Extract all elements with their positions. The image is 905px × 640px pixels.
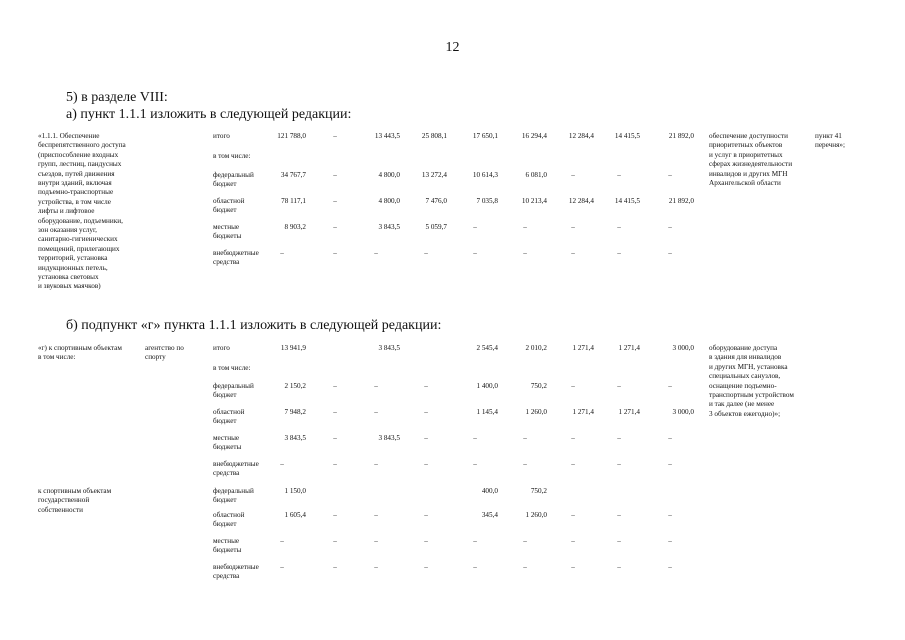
amount-cell: –	[333, 434, 337, 442]
amount-cell: 7 948,2	[284, 408, 306, 416]
amount-cell: –	[617, 537, 621, 545]
expected-result: в здания для инвалидов	[709, 353, 782, 362]
amount-cell: –	[333, 460, 337, 468]
amount-cell: –	[668, 223, 672, 231]
amount-cell: –	[523, 434, 527, 442]
amount-cell: 34 767,7	[280, 171, 306, 179]
funding-source: внебюджетные	[213, 563, 259, 571]
amount-cell: 3 843,5	[284, 434, 306, 442]
amount-cell: 7 035,8	[476, 197, 498, 205]
funding-source: местные	[213, 223, 240, 231]
expected-result: и так далее (не менее	[709, 400, 775, 409]
funding-source: внебюджетные	[213, 460, 259, 468]
amount-cell: 750,2	[530, 382, 547, 390]
amount-cell: –	[280, 249, 284, 257]
amount-cell: –	[473, 223, 477, 231]
funding-source: итого	[213, 344, 230, 352]
amount-cell: –	[617, 249, 621, 257]
amount-cell: –	[523, 563, 527, 571]
funding-source: бюджеты	[213, 546, 242, 555]
funding-source: бюджет	[213, 520, 237, 529]
expected-result: оборудование доступа	[709, 344, 778, 352]
measure-description: санитарно-гигиенических	[38, 235, 118, 244]
amount-cell: 13 443,5	[374, 132, 400, 140]
amount-cell: –	[333, 511, 337, 519]
amount-cell: –	[571, 537, 575, 545]
amount-cell: –	[374, 460, 378, 468]
funding-source: областной	[213, 197, 245, 205]
funding-source: областной	[213, 408, 245, 416]
amount-cell: –	[617, 460, 621, 468]
amount-cell: 3 843,5	[378, 434, 400, 442]
expected-result: Архангельской области	[709, 179, 781, 187]
amount-cell: 750,2	[530, 487, 547, 495]
amount-cell: –	[280, 460, 284, 468]
expected-result: и услуг в приоритетных	[709, 150, 783, 159]
funding-source: бюджет	[213, 496, 237, 505]
expected-result: оснащение подъемно-	[709, 381, 777, 390]
measure-description: в том числе:	[38, 353, 76, 362]
amount-cell: –	[571, 511, 575, 519]
amount-cell: –	[424, 563, 428, 571]
amount-cell: –	[374, 537, 378, 545]
amount-cell: –	[668, 382, 672, 390]
amount-cell: –	[523, 223, 527, 231]
measure-description: установка световых	[38, 273, 99, 281]
amount-cell: 1 271,4	[572, 344, 594, 352]
funding-source: бюджет	[213, 417, 237, 426]
amount-cell: –	[280, 563, 284, 571]
amount-cell: –	[333, 382, 337, 390]
amount-cell: 5 059,7	[425, 223, 447, 231]
amount-cell: –	[333, 223, 337, 231]
funding-source: бюджеты	[213, 232, 242, 241]
measure-description: индукционных петель,	[38, 263, 108, 272]
amount-cell: 2 150,2	[284, 382, 306, 390]
amount-cell: 78 117,1	[281, 197, 306, 205]
measure-description: беспрепятственного доступа	[38, 141, 126, 150]
amount-cell: –	[617, 563, 621, 571]
amount-cell: –	[617, 511, 621, 519]
amount-cell: 400,0	[481, 487, 498, 495]
funding-source: местные	[213, 434, 240, 442]
funding-source: областной	[213, 511, 245, 519]
amount-cell: 1 271,4	[618, 344, 640, 352]
funding-source: бюджет	[213, 391, 237, 400]
funding-source: итого	[213, 132, 230, 140]
amount-cell: 25 808,1	[421, 132, 447, 140]
amount-cell: 16 294,4	[521, 132, 547, 140]
amount-cell: –	[571, 563, 575, 571]
measure-description: внутри зданий, включая	[38, 179, 112, 187]
amount-cell: 12 284,4	[568, 132, 594, 140]
amount-cell: –	[571, 249, 575, 257]
amount-cell: –	[473, 249, 477, 257]
amount-cell: –	[333, 132, 337, 140]
amount-cell: 1 271,4	[572, 408, 594, 416]
amount-cell: 14 415,5	[614, 197, 640, 205]
amount-cell: 21 892,0	[668, 197, 694, 205]
amount-cell: –	[333, 408, 337, 416]
amount-cell: –	[374, 249, 378, 257]
amount-cell: –	[571, 434, 575, 442]
plan-reference: перечня»;	[815, 141, 845, 150]
measure-description: и звуковых маячков)	[38, 282, 101, 291]
funding-source: бюджет	[213, 206, 237, 215]
measure-description: помещений, прилегающих	[38, 244, 120, 253]
plan-reference: пункт 41	[815, 132, 842, 140]
amount-cell: –	[668, 249, 672, 257]
amount-cell: –	[333, 197, 337, 205]
amount-cell: –	[333, 563, 337, 571]
amount-cell: 1 150,0	[284, 487, 306, 495]
measure-description: территорий, установка	[38, 254, 108, 263]
amount-cell: –	[668, 537, 672, 545]
amount-cell: –	[473, 460, 477, 468]
amount-cell: –	[280, 537, 284, 545]
amount-cell: –	[571, 171, 575, 179]
amount-cell: 4 800,0	[378, 197, 400, 205]
amount-cell: 13 272,4	[421, 171, 447, 179]
amount-cell: –	[374, 382, 378, 390]
measure-description: (приспособление входных	[38, 150, 119, 159]
amount-cell: 8 903,2	[284, 223, 306, 231]
funding-source: средства	[213, 572, 240, 581]
amount-cell: 121 788,0	[277, 132, 306, 140]
amount-cell: 10 213,4	[521, 197, 547, 205]
measure-description: съездов, путей движения	[38, 169, 115, 178]
amount-cell: 345,4	[481, 511, 498, 519]
item-b-heading: б) подпункт «г» пункта 1.1.1 изложить в следующей редакции:	[66, 318, 442, 333]
amount-cell: 2 545,4	[476, 344, 498, 352]
measure-description: групп, лестниц, пандусных	[38, 160, 122, 169]
amount-cell: 1 605,4	[284, 511, 306, 519]
funding-source: средства	[213, 258, 240, 267]
amount-cell: –	[523, 537, 527, 545]
expected-result: приоритетных объектов	[709, 141, 783, 150]
funding-source: федеральный	[213, 171, 254, 179]
amount-cell: –	[668, 563, 672, 571]
amount-cell: 6 081,0	[525, 171, 547, 179]
amount-cell: 3 843,5	[378, 223, 400, 231]
amount-cell: 7 476,0	[425, 197, 447, 205]
amount-cell: –	[668, 511, 672, 519]
amount-cell: –	[617, 171, 621, 179]
expected-result: инвалидов и других МГН	[709, 169, 788, 178]
amount-cell: –	[523, 249, 527, 257]
amount-cell: –	[424, 382, 428, 390]
amount-cell: –	[374, 511, 378, 519]
amount-cell: –	[424, 537, 428, 545]
expected-result: транспортным устройством	[709, 391, 794, 399]
amount-cell: –	[424, 460, 428, 468]
amount-cell: 17 650,1	[472, 132, 498, 140]
funding-source: внебюджетные	[213, 249, 259, 257]
amount-cell: 1 400,0	[476, 382, 498, 390]
measure-description: собственности	[38, 505, 83, 514]
amount-cell: –	[333, 537, 337, 545]
funding-source: в том числе:	[213, 152, 251, 160]
amount-cell: –	[571, 223, 575, 231]
measure-description: «1.1.1. Обеспечение	[38, 132, 100, 140]
funding-source: средства	[213, 469, 240, 478]
amount-cell: –	[424, 511, 428, 519]
amount-cell: –	[374, 563, 378, 571]
measure-description: государственной	[38, 496, 90, 505]
amount-cell: 1 271,4	[618, 408, 640, 416]
expected-result: специальных санузлов,	[709, 372, 781, 381]
amount-cell: 21 892,0	[668, 132, 694, 140]
amount-cell: –	[473, 563, 477, 571]
funding-source: федеральный	[213, 487, 254, 495]
measure-description: к спортивным объектам	[38, 487, 112, 495]
amount-cell: –	[617, 223, 621, 231]
amount-cell: –	[424, 434, 428, 442]
expected-result: обеспечение доступности	[709, 132, 788, 140]
measure-description: зон оказания услуг,	[38, 226, 97, 234]
amount-cell: 3 000,0	[672, 408, 694, 416]
measure-description: оборудование, подъемники,	[38, 216, 123, 225]
amount-cell: 3 000,0	[672, 344, 694, 352]
amount-cell: –	[473, 537, 477, 545]
measure-description: «г) к спортивным объектам	[38, 344, 122, 352]
amount-cell: 13 941,9	[280, 344, 306, 352]
amount-cell: 1 260,0	[525, 408, 547, 416]
amount-cell: –	[523, 460, 527, 468]
amount-cell: –	[668, 434, 672, 442]
amount-cell: 3 843,5	[378, 344, 400, 352]
funding-source: бюджет	[213, 180, 237, 189]
amount-cell: 1 145,4	[476, 408, 498, 416]
amount-cell: –	[571, 460, 575, 468]
amount-cell: –	[617, 434, 621, 442]
expected-result: 3 объектов ежегодно)»;	[709, 409, 781, 418]
measure-description: устройства, в том числе	[38, 197, 111, 206]
funding-source: бюджеты	[213, 443, 242, 452]
amount-cell: –	[571, 382, 575, 390]
page-number: 12	[445, 40, 460, 55]
amount-cell: –	[668, 171, 672, 179]
funding-source: федеральный	[213, 382, 254, 390]
measure-description: подъемно-транспортные	[38, 188, 114, 197]
amount-cell: 10 614,3	[472, 171, 498, 179]
section-heading: 5) в разделе VIII:	[66, 90, 168, 105]
funding-source: в том числе:	[213, 364, 251, 372]
amount-cell: –	[333, 171, 337, 179]
amount-cell: –	[617, 382, 621, 390]
executor: агентство по	[145, 344, 184, 352]
amount-cell: 4 800,0	[378, 171, 400, 179]
funding-source: местные	[213, 537, 240, 545]
amount-cell: 2 010,2	[525, 344, 547, 352]
amount-cell: –	[374, 408, 378, 416]
amount-cell: 1 260,0	[525, 511, 547, 519]
amount-cell: –	[333, 249, 337, 257]
expected-result: сферах жизнедеятельности	[709, 160, 793, 169]
measure-description: лифты и лифтовое	[38, 207, 95, 216]
amount-cell: –	[668, 460, 672, 468]
amount-cell: 12 284,4	[568, 197, 594, 205]
executor: спорту	[145, 353, 166, 362]
amount-cell: –	[424, 408, 428, 416]
amount-cell: 14 415,5	[614, 132, 640, 140]
item-a-heading: а) пункт 1.1.1 изложить в следующей редакции:	[66, 107, 352, 122]
amount-cell: –	[473, 434, 477, 442]
amount-cell: –	[424, 249, 428, 257]
expected-result: и других МГН, установка	[709, 362, 788, 371]
